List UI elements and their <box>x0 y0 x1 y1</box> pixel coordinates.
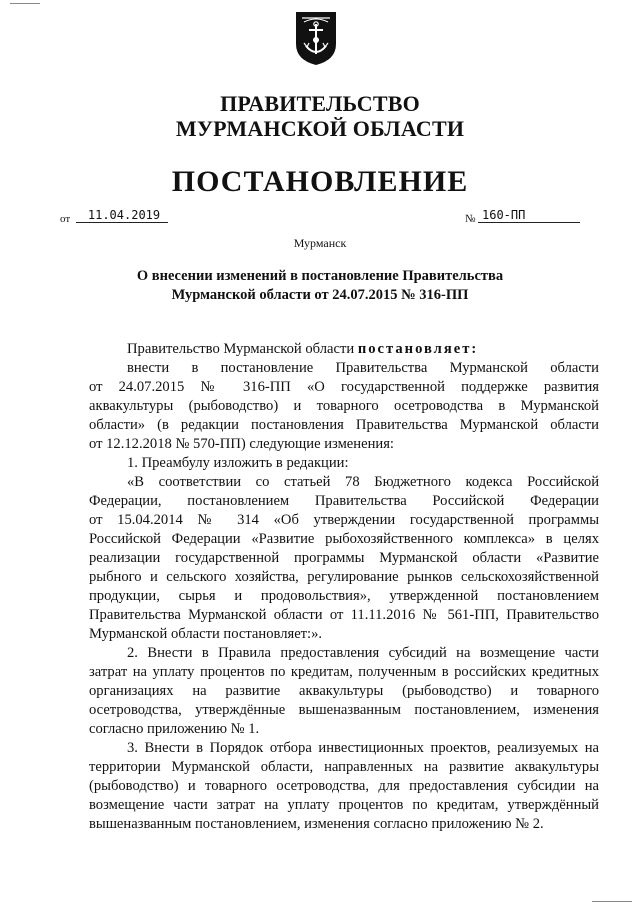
body-line: Правительства Мурманской области от 11.11.2016 № 561-ПП, Правительство <box>89 607 599 623</box>
body-line: Федерации, постановлением Правительства Российской Федерации <box>89 493 599 509</box>
body-line: области» (в редакции постановления Правительства Мурманской области <box>89 417 599 433</box>
body-line: «В соответствии со статьей 78 Бюджетного кодекса Российской <box>127 474 599 490</box>
body-line: продукции, сырья и продовольствия», утвержденной постановлением <box>89 588 599 604</box>
body-line: внести в постановление Правительства Мурманской области <box>127 360 599 376</box>
body-line: реализации государственной программы Мурманской области «Развитие <box>89 550 599 566</box>
body-line: 3. Внести в Порядок отбора инвестиционных проектов, реализуемых на <box>127 740 599 756</box>
document-title-line: О внесении изменений в постановление Правительства <box>136 268 504 284</box>
body-line: возмещение части затрат на уплату процентов по кредитам, утверждённый <box>89 797 599 813</box>
date-prefix: от <box>60 213 71 225</box>
body-line: от 24.07.2015 № 316-ПП «О государственной поддержке развития <box>89 379 599 395</box>
scan-edge-mark <box>10 3 40 4</box>
body-line: от 15.04.2014 № 314 «Об утверждении государственной программы <box>89 512 599 528</box>
body-line: затрат на уплату процентов по кредитам, полученным в российских кредитных <box>89 664 599 680</box>
body-line: Российской Федерации «Развитие рыбохозяйственного комплекса» в целях <box>89 531 599 547</box>
body-line: территории Мурманской области, направленных на развитие аквакультуры <box>89 759 599 775</box>
city: Мурманск <box>293 236 347 250</box>
preamble-verb: постановляет: <box>357 341 479 357</box>
document-number: 160-ПП <box>478 208 580 223</box>
body-line: (рыбоводство) и товарного осетроводства, для предоставления субсидии на <box>89 778 599 794</box>
preamble-line <box>89 340 599 359</box>
body-line: 1. Преамбулу изложить в редакции: <box>127 455 349 471</box>
body-line: осетроводства, утверждённые вышеназванным постановлением, изменения <box>89 702 599 718</box>
document-title-line: Мурманской области от 24.07.2015 № 316-ПП <box>171 287 469 303</box>
body-line: организациях на развитие аквакультуры (рыбоводство) и товарного <box>89 683 599 699</box>
preamble-text: Правительство Мурманской области <box>127 341 358 357</box>
body-line: согласно приложению № 1. <box>89 721 260 737</box>
document-body <box>89 340 599 834</box>
body-line: от 12.12.2018 № 570-ПП) следующие изменения: <box>89 436 394 452</box>
date-number-row <box>0 208 640 228</box>
body-line: рыбного и сельского хозяйства, регулирование рынков сельскохозяйственной <box>89 569 599 585</box>
body-line: Мурманской области постановляет:». <box>89 626 323 642</box>
document-type: ПОСТАНОВЛЕНИЕ <box>171 165 469 198</box>
coat-of-arms-icon <box>294 10 338 66</box>
document-date: 11.04.2019 <box>76 208 168 223</box>
scan-edge-mark <box>592 901 632 902</box>
body-line: аквакультуры (рыбоводство) и товарного осетроводства в Мурманской <box>89 398 599 414</box>
body-line: 2. Внести в Правила предоставления субсидий на возмещение части <box>127 645 599 661</box>
organization-name: ПРАВИТЕЛЬСТВО <box>220 91 420 116</box>
number-prefix: № <box>465 213 476 225</box>
organization-region: МУРМАНСКОЙ ОБЛАСТИ <box>175 116 465 141</box>
body-line: вышеназванным постановлением, изменения согласно приложению № 2. <box>89 816 544 832</box>
